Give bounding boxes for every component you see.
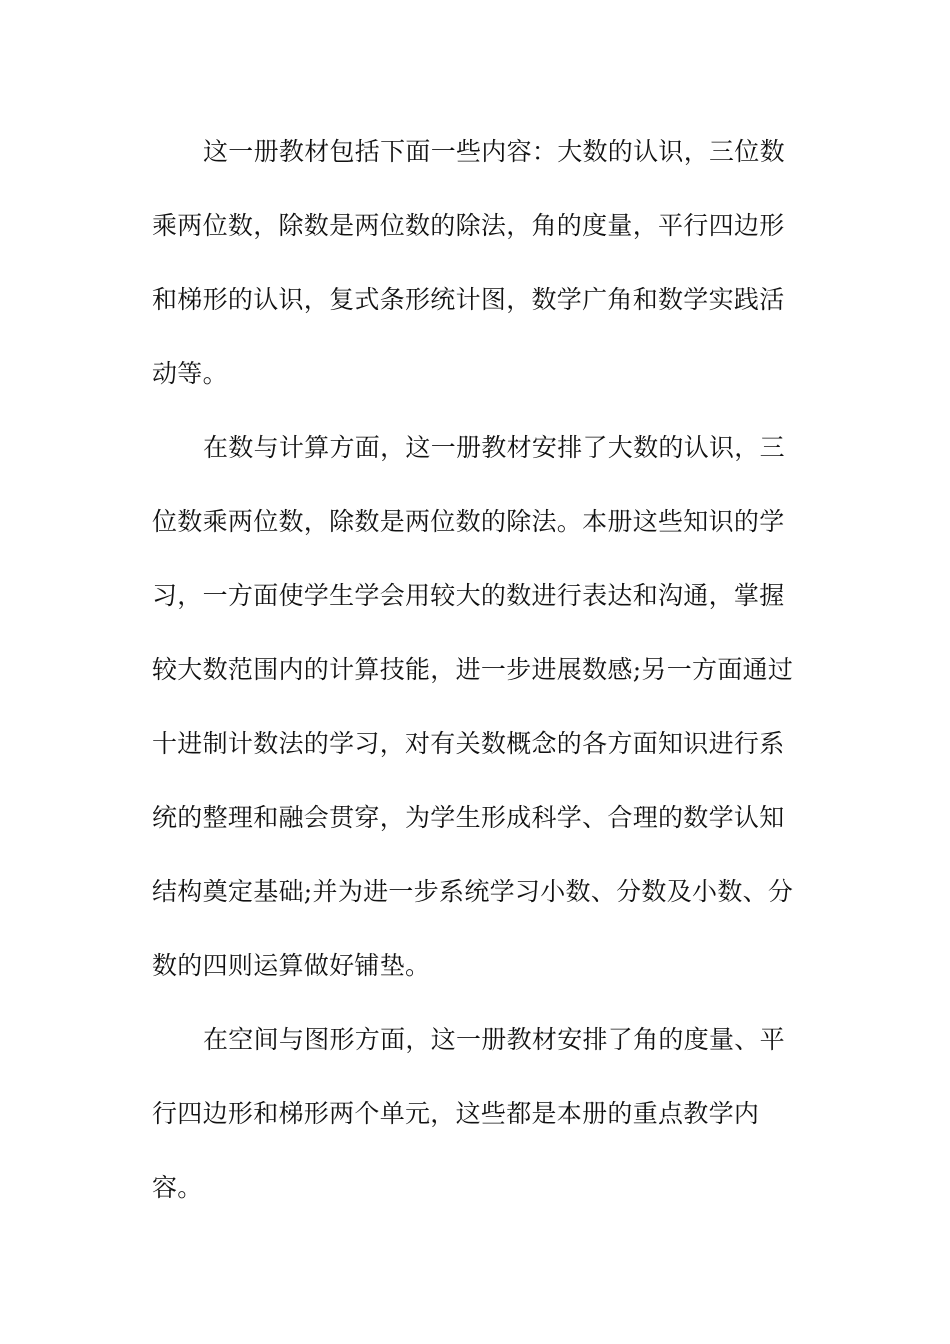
paragraph-1-line-3: 和梯形的认识，复式条形统计图，数学广角和数学实践活 [152, 285, 785, 314]
paragraph-2-line-2: 位数乘两位数，除数是两位数的除法。本册这些知识的学 [152, 507, 785, 536]
paragraph-1-line-2: 乘两位数，除数是两位数的除法，角的度量，平行四边形 [152, 211, 785, 240]
paragraph-2-line-5: 十进制计数法的学习，对有关数概念的各方面知识进行系 [152, 729, 785, 758]
paragraph-3-line-3: 容。 [152, 1173, 203, 1202]
paragraph-3-line-2: 行四边形和梯形两个单元，这些都是本册的重点教学内 [152, 1099, 760, 1128]
paragraph-1-line-4: 动等。 [152, 359, 228, 388]
paragraph-2-line-6: 统的整理和融会贯穿，为学生形成科学、合理的数学认知 [152, 803, 785, 832]
paragraph-2-line-1: 在数与计算方面，这一册教材安排了大数的认识，三 [203, 433, 785, 462]
paragraph-2-line-4: 较大数范围内的计算技能，进一步进展数感;另一方面通过 [152, 655, 794, 684]
paragraph-2-line-3: 习，一方面使学生学会用较大的数进行表达和沟通，掌握 [152, 581, 785, 610]
paragraph-3-line-1: 在空间与图形方面，这一册教材安排了角的度量、平 [203, 1025, 785, 1054]
paragraph-2-line-7: 结构奠定基础;并为进一步系统学习小数、分数及小数、分 [152, 877, 794, 906]
paragraph-1-line-1: 这一册教材包括下面一些内容：大数的认识，三位数 [203, 137, 785, 166]
paragraph-2-line-8: 数的四则运算做好铺垫。 [152, 951, 431, 980]
